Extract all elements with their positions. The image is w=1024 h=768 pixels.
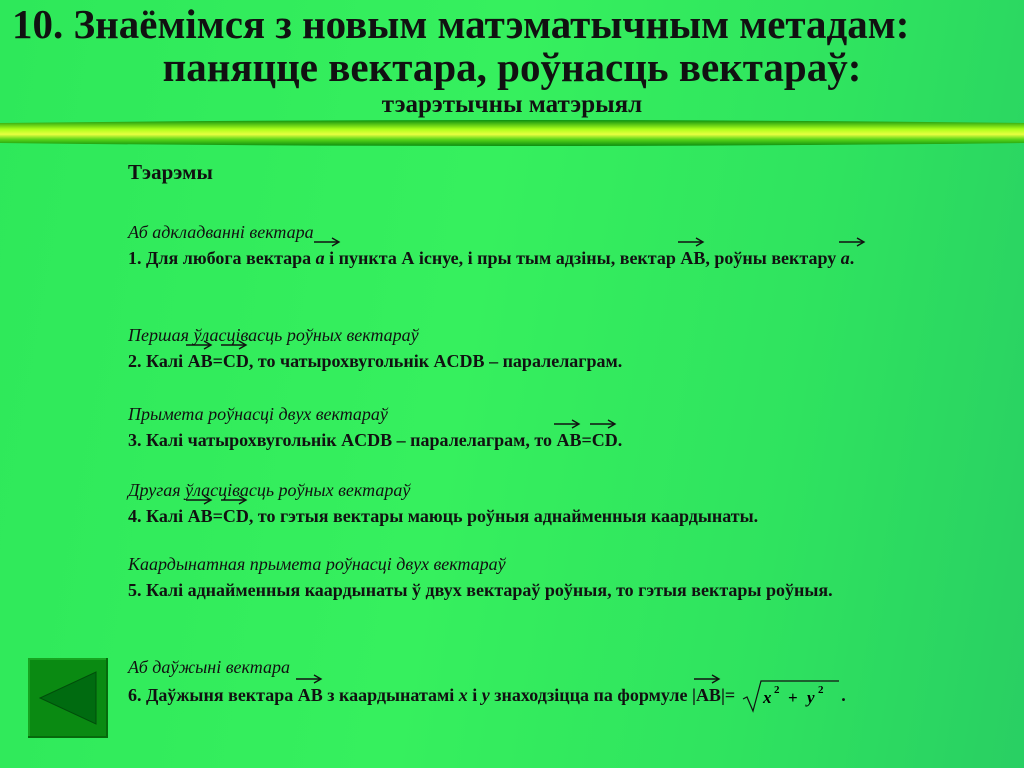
theorem-3-label: Прымета роўнасці двух вектараў [128, 404, 388, 424]
theorem-1 [128, 220, 962, 272]
vector-arrow-icon [186, 494, 216, 506]
vector-arrow-icon [221, 339, 251, 351]
theorem-3-statement [128, 426, 962, 454]
text-part: , то гэтыя вектары маюць роўныя аднайменныя каардынаты. [248, 506, 759, 526]
text-part: , роўны вектару [705, 248, 841, 268]
theorem-5-statement: 5. Калі аднайменныя каардынаты ў двух вектараў роўныя, то гэтыя вектары роўныя. [128, 580, 833, 600]
text-part: = [581, 430, 592, 450]
theorem-6-label: Аб даўжыні вектара [128, 657, 290, 677]
vector-label: a [840, 248, 850, 268]
formula-y: y [807, 688, 815, 707]
back-arrow-icon [36, 670, 100, 726]
theorem-1-label: Аб адкладванні вектара [128, 222, 314, 242]
slide-subtitle: тэарэтычны матэрыял [381, 91, 643, 118]
theorem-2-label: Першая ўласцівасць роўных вектараў [128, 325, 419, 345]
vector-label: a [315, 248, 325, 268]
text-part: , то чатырохвугольнік ACDB – паралелаграм. [248, 351, 623, 371]
text-part: . [617, 430, 623, 450]
vector-label: AB [187, 351, 213, 371]
vector-arrow-icon [590, 418, 620, 430]
var-x: x [458, 685, 468, 706]
title-line-2: паняцце вектара, роўнасць вектараў: [162, 44, 862, 90]
vector-arrow-icon [554, 418, 584, 430]
vector-label: CD [222, 506, 249, 526]
formula-plus: + [788, 688, 798, 707]
text-part: і пункта А існуе, і пры тым адзіны, вектар [324, 248, 681, 268]
theorem-2-statement [128, 347, 962, 375]
theorem-5 [128, 552, 962, 604]
vector-arrow-icon [314, 236, 344, 248]
vector-ab [298, 681, 323, 709]
theorem-5-label: Каардынатная прымета роўнасці двух вектараў [128, 554, 506, 574]
theorem-2 [128, 323, 962, 375]
vector-arrow-icon [296, 673, 326, 685]
text-part: і [467, 685, 482, 706]
vector-ab [680, 244, 705, 272]
vector-ab [556, 426, 581, 454]
vector-a [316, 244, 325, 272]
text-part: 6. Даўжыня вектара [128, 685, 298, 706]
vector-cd [592, 426, 618, 454]
vector-arrow-icon [839, 236, 869, 248]
vector-label: AB [556, 430, 582, 450]
vector-ab [188, 347, 213, 375]
theorem-4-label: Другая ўласцівасць роўных вектараў [128, 480, 411, 500]
text-part: = [212, 351, 223, 371]
formula-x: x [763, 688, 772, 707]
vector-arrow-icon [694, 673, 724, 685]
vector-a [841, 244, 850, 272]
text-part: 4. Калі [128, 506, 188, 526]
vector-label: CD [591, 430, 618, 450]
vector-ab [188, 502, 213, 530]
vector-arrow-icon [221, 494, 251, 506]
back-button[interactable] [28, 658, 108, 738]
vector-cd [223, 502, 249, 530]
theorem-3 [128, 402, 962, 454]
theorem-6 [128, 655, 962, 715]
vector-cd [223, 347, 249, 375]
var-y: y [481, 685, 490, 706]
theorem-4-statement [128, 502, 962, 530]
title-line-1: 10. Знаёмімся з новым матэматычным метадам: [12, 1, 910, 47]
theorem-1-statement [128, 244, 962, 272]
text-part: |= [720, 685, 736, 706]
vector-label: AB [695, 685, 721, 706]
decorative-green-bar [0, 119, 1024, 147]
vector-ab [696, 681, 721, 709]
text-part: = [212, 506, 223, 526]
vector-label: AB [187, 506, 213, 526]
vector-label: CD [222, 351, 249, 371]
text-part: з каардынатамі [322, 685, 459, 706]
theorems-heading: Тэарэмы [128, 160, 213, 184]
text-part: 1. Для любога вектара [128, 248, 316, 268]
sqrt-formula [741, 679, 841, 715]
vector-label: AB [680, 248, 706, 268]
vector-arrow-icon [678, 236, 708, 248]
theorem-6-statement [128, 679, 962, 715]
text-part: 2. Калі [128, 351, 188, 371]
text-part: . [841, 685, 846, 706]
text-part: 3. Калі чатырохвугольнік ACDB – паралелаграм, то [128, 430, 557, 450]
vector-label: AB [297, 685, 323, 706]
theorem-4 [128, 478, 962, 530]
text-part: . [849, 248, 855, 268]
sqrt-sign-icon [741, 679, 841, 715]
vector-arrow-icon [186, 339, 216, 351]
formula-exp-1: 2 [774, 684, 780, 696]
formula-exp-2: 2 [818, 684, 824, 696]
text-part: знаходзіцца па формуле | [489, 685, 696, 706]
